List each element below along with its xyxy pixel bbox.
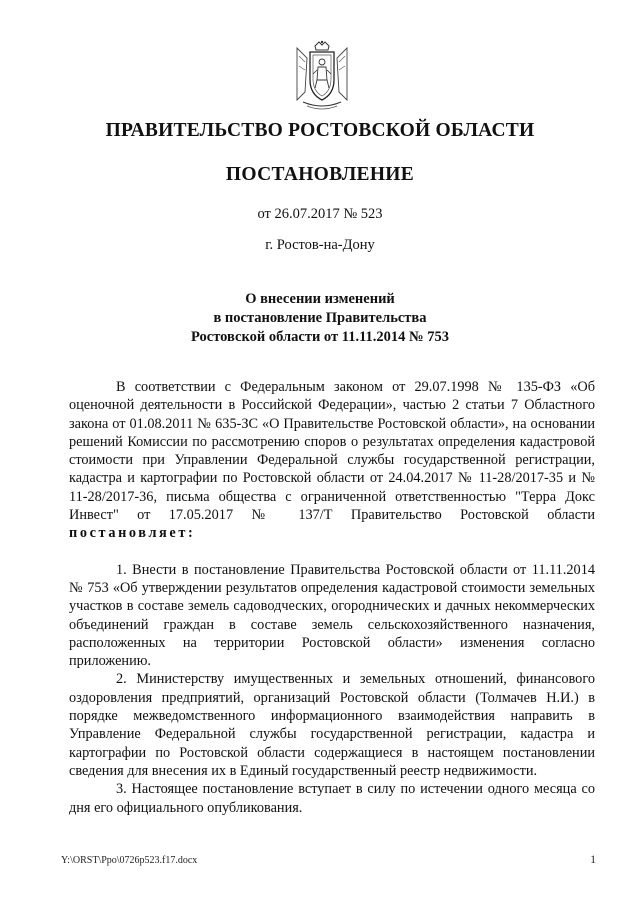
title-line-1: О внесении изменений — [245, 291, 395, 307]
item-1-paragraph: 1. Внести в постановление Правительства Ростовской области от 11.11.2014 № 753 «Об утверждении результатов определения кадастровой стоимости земельных участков в составе земель садоводческих, огороднических и дачных некоммерческих объединений граждан в составе земель сельскохозяйственного назначения, расположенных на территории Ростовской области» изменения согласно приложению. — [69, 561, 595, 670]
item-3-paragraph: 3. Настоящее постановление вступает в силу по истечении одного месяца со дня его официального опубликования. — [69, 781, 595, 816]
footer-file-path: Y:\ORST\Ppo\0726p523.f17.docx — [61, 855, 198, 866]
coat-of-arms-icon — [293, 40, 351, 112]
document-number: от 26.07.2017 № 523 — [257, 206, 383, 222]
preamble-paragraph — [69, 378, 595, 543]
title-line-2: в постановление Правительства — [213, 310, 427, 326]
document-title — [60, 290, 580, 347]
footer-page-number: 1 — [590, 854, 596, 866]
item-2-paragraph: 2. Министерству имущественных и земельных отношений, финансового оздоровления предприятий, организаций Ростовской области (Толмачев Н.И.) в порядке межведомственного информационного взаимодействия направить в Управление Федеральной службы государственной регистрации, кадастра и картографии по Ростовской области содержащиеся в настоящем постановлении сведения для внесения их в Единый государственный реестр недвижимости. — [69, 671, 595, 779]
title-line-3: Ростовской области от 11.11.2014 № 753 — [191, 329, 449, 345]
document-type: ПОСТАНОВЛЕНИЕ — [225, 164, 415, 185]
resolves-word: постановляет: — [69, 525, 196, 542]
preamble-text: В соответствии с Федеральным законом от 29.07.1998 № 135-ФЗ «Об оценочной деятельности в Российской Федерации», частью 2 статьи 7 Областного закона от 01.08.2011 № 635-ЗС «О Правительстве Ростовской области», на основании решений Комиссии по рассмотрению споров о результатах определения кадастровой стоимости при Управлении Федеральной службы государственной регистрации, кадастра и картографии по Ростовской области от 24.04.2017 № 11-28/2017-35 и № 11-28/2017-36, письма общества с ограниченной ответственностью "Терра Докс Инвест" от 17.05.2017 № 137/Т Правительство Ростовской области — [69, 379, 595, 524]
document-body — [69, 378, 595, 817]
document-city: г. Ростов-на-Дону — [265, 237, 375, 253]
organization-title: ПРАВИТЕЛЬСТВО РОСТОВСКОЙ ОБЛАСТИ — [105, 120, 535, 141]
